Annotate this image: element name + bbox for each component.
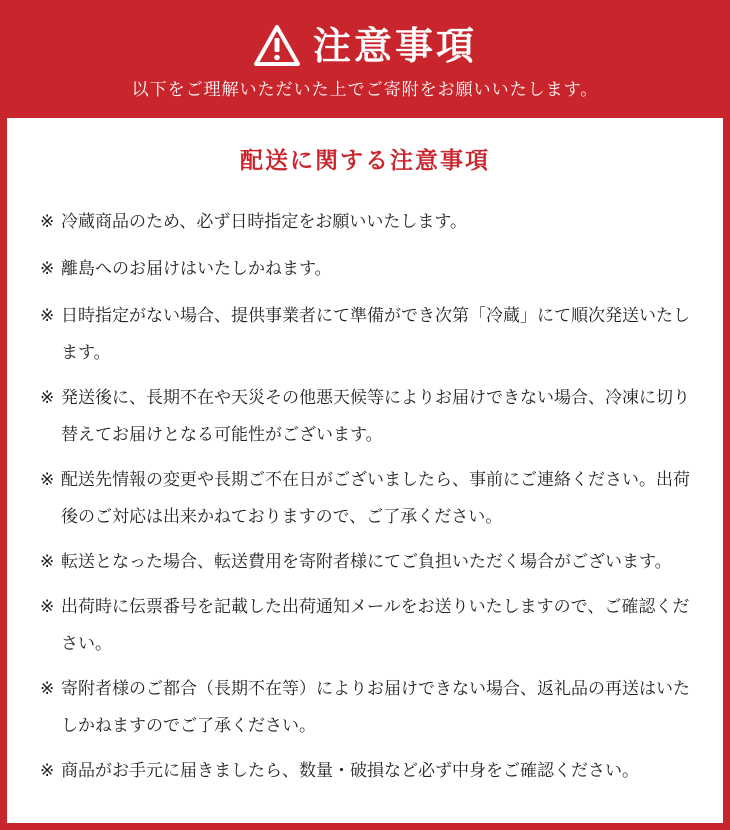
list-item [40,544,698,581]
note-text: 商品がお手元に届きましたら、数量・破損など必ず中身をご確認ください。 [61,761,639,781]
notice-panel [7,118,723,823]
note-text: 配送先情報の変更や長期ご不在日がございましたら、事前にご連絡ください。出荷後のご対応は出来かねておりますので、ご了承ください。 [61,470,690,527]
note-mark: ※ [40,388,55,408]
list-item [40,251,698,288]
note-mark: ※ [40,306,55,326]
note-mark: ※ [40,597,55,617]
list-item [40,204,698,241]
page-subtitle: 以下をご理解いただいた上でご寄附をお願いいたします。 [131,80,599,100]
note-mark: ※ [40,679,55,699]
warning-icon [253,24,301,68]
note-text: 寄附者様のご都合（長期不在等）によりお届けできない場合、返礼品の再送はいたしかねますのでご了承ください。 [61,679,690,736]
title-row [0,18,730,74]
note-mark: ※ [40,259,55,279]
note-text: 発送後に、長期不在や天災その他悪天候等によりお届けできない場合、冷凍に切り替えてお届けとなる可能性がございます。 [61,388,690,445]
note-text: 冷蔵商品のため、必ず日時指定をお願いいたします。 [61,212,467,232]
page-title: 注意事項 [312,24,477,68]
note-text: 日時指定がない場合、提供事業者にて準備ができ次第「冷蔵」にて順次発送いたします。 [61,306,690,363]
notice-header [0,0,730,118]
notes-list [40,204,698,798]
note-text: 転送となった場合、転送費用を寄附者様にてご負担いただく場合がございます。 [61,552,672,572]
list-item [40,671,698,745]
note-text: 離島へのお届けはいたしかねます。 [61,259,332,279]
list-item [40,298,698,372]
note-mark: ※ [40,552,55,572]
list-item [40,462,698,536]
note-mark: ※ [40,761,55,781]
list-item [40,589,698,663]
list-item [40,753,698,790]
note-mark: ※ [40,212,55,232]
section-title: 配送に関する注意事項 [240,148,490,174]
note-mark: ※ [40,470,55,490]
list-item [40,380,698,454]
note-text: 出荷時に伝票番号を記載した出荷通知メールをお送りいたしますので、ご確認ください。 [61,597,690,654]
